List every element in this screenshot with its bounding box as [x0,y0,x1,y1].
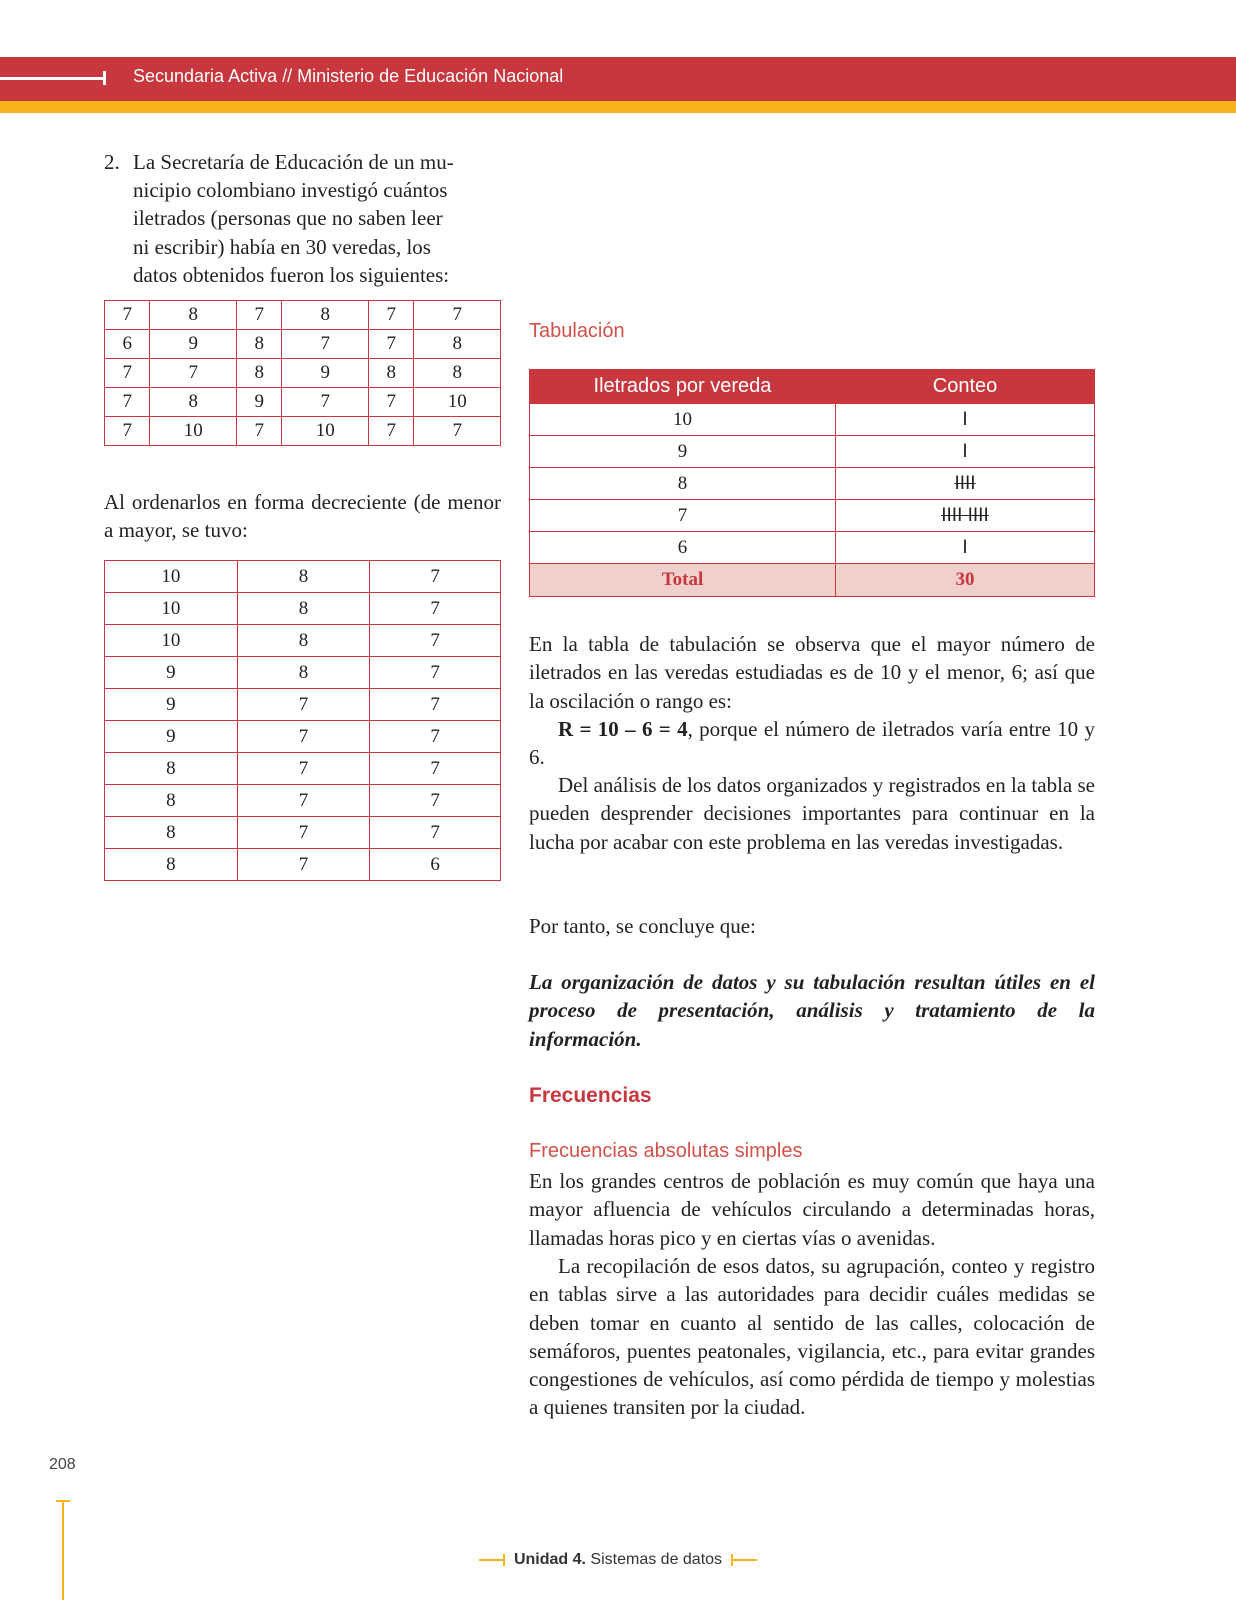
ordered-table-cell: 8 [105,849,238,881]
ordered-table-cell: 8 [105,817,238,849]
raw-table-cell: 7 [368,388,413,417]
header-rule [0,77,104,80]
ordered-table-cell: 7 [370,753,501,785]
raw-data-table [104,300,501,446]
analysis-formula-paragraph [529,715,1095,772]
ordered-table-row [105,657,501,689]
raw-table-cell: 10 [414,388,501,417]
footer-tick-left [503,1554,505,1566]
ordered-table-cell: 7 [370,593,501,625]
col-header-iletrados: Iletrados por vereda [530,370,836,404]
tabulation-title: Tabulación [529,320,625,342]
raw-table-row [105,359,501,388]
ordered-table-cell: 10 [105,561,238,593]
raw-table-row [105,417,501,446]
raw-table-cell: 7 [236,417,281,446]
ordered-table-row [105,689,501,721]
ordered-table-cell: 7 [237,721,370,753]
ordered-table-cell: 6 [370,849,501,881]
ordered-table-cell: 7 [370,689,501,721]
ordered-table-row [105,625,501,657]
conclusion-intro: Por tanto, se concluye que: [529,914,756,938]
frecuencias-heading: Frecuencias [529,1084,652,1107]
problem-line: La Secretaría de Educación de un mu- [133,150,454,174]
tally-marks: I [836,404,1095,436]
ordered-table-cell: 8 [237,657,370,689]
ordered-table-row [105,817,501,849]
total-label: Total [530,564,836,597]
raw-table-cell: 7 [150,359,237,388]
problem-line: iletrados (personas que no saben leer [133,206,443,231]
raw-table-cell: 7 [368,417,413,446]
raw-table-cell: 7 [282,330,369,359]
tabulation-row [530,500,1095,532]
ordered-table-cell: 9 [105,689,238,721]
iletrados-value: 8 [530,468,836,500]
tabulation-row [530,468,1095,500]
ordered-table-cell: 7 [370,625,501,657]
raw-table-cell: 9 [282,359,369,388]
header-accent-stripe [0,101,1236,113]
total-value: 30 [836,564,1095,597]
footer-rule-left [479,1559,503,1561]
tabulation-table [529,369,1095,597]
raw-table-cell: 7 [105,388,150,417]
iletrados-value: 9 [530,436,836,468]
raw-table-cell: 7 [414,417,501,446]
raw-table-cell: 7 [105,301,150,330]
ordered-table-cell: 7 [370,785,501,817]
problem-line: nicipio colombiano investigó cuántos [133,178,448,203]
ordered-table-cell: 8 [237,561,370,593]
raw-table-row [105,301,501,330]
raw-table-row [105,388,501,417]
raw-table-cell: 7 [368,301,413,330]
ordered-table-cell: 7 [370,561,501,593]
ordered-table-cell: 7 [370,817,501,849]
tally-marks: IIII IIII [836,500,1095,532]
ordered-table-cell: 7 [237,785,370,817]
formula-explanation: , porque el número de iletrados varía entre 10 y 6. [529,717,1096,770]
footer-unit: Unidad 4. [513,1551,586,1568]
ordered-table-cell: 9 [105,657,238,689]
raw-table-cell: 7 [368,330,413,359]
raw-table-cell: 8 [150,388,237,417]
total-row [530,564,1095,597]
problem-text [133,148,504,289]
ordered-table-cell: 10 [105,625,238,657]
raw-table-cell: 7 [105,417,150,446]
ordered-table-cell: 8 [237,625,370,657]
problem-line: datos obtenidos fueron los siguientes: [133,262,450,287]
ordered-table-cell: 8 [237,593,370,625]
tally-marks: IIII [836,468,1095,500]
raw-table-cell: 7 [105,359,150,388]
iletrados-value: 7 [530,500,836,532]
raw-table-cell: 8 [414,330,501,359]
analysis-paragraph-1: En la tabla de tabulación se observa que el mayor número de iletrados en las veredas estudiadas es de 10 y el menor, 6; así que la oscilación o rango es: [529,632,1095,713]
tabulation-row [530,436,1095,468]
ordered-table-row [105,593,501,625]
ordered-table-row [105,721,501,753]
range-formula: R = 10 – 6 = 4 [558,717,688,741]
analysis-paragraph-3: Del análisis de los datos organizados y registrados en la tabla se pueden desprender decisiones importantes para continuar en la lucha por acabar con este problema en las veredas investigadas. [529,773,1095,854]
col-header-conteo: Conteo [836,370,1095,404]
raw-table-cell: 8 [236,330,281,359]
tabulation-row [530,532,1095,564]
header-rule-tick [103,71,106,85]
ordered-table-row [105,785,501,817]
tabulation-row [530,404,1095,436]
ordered-table-cell: 7 [237,689,370,721]
ordered-table-cell: 8 [105,785,238,817]
raw-table-cell: 8 [236,359,281,388]
ordered-data-table [104,560,501,881]
raw-table-row [105,330,501,359]
ordered-table-cell: 10 [105,593,238,625]
ordered-table-row [105,753,501,785]
raw-table-cell: 8 [150,301,237,330]
conclusion-statement: La organización de datos y su tabulación resultan útiles en el proceso de presentación, análisis y tratamiento de la información. [529,970,1095,1051]
raw-table-cell: 9 [236,388,281,417]
ordered-table-cell: 7 [237,849,370,881]
footer-title: Sistemas de datos [590,1551,723,1568]
problem-statement [104,148,504,289]
iletrados-value: 10 [530,404,836,436]
raw-table-cell: 10 [282,417,369,446]
page-number: 208 [49,1456,76,1473]
ordered-table-row [105,849,501,881]
frecuencias-subheading: Frecuencias absolutas simples [529,1140,803,1162]
raw-table-cell: 6 [105,330,150,359]
ordered-table-cell: 9 [105,721,238,753]
ordered-intro: Al ordenarlos en forma decreciente (de menor a mayor, se tuvo: [104,490,501,543]
ordered-table-cell: 8 [105,753,238,785]
raw-table-cell: 7 [414,301,501,330]
ordered-table-row [105,561,501,593]
ordered-table-cell: 7 [237,753,370,785]
problem-number: 2. [104,150,120,174]
frecuencias-paragraph-1: En los grandes centros de población es muy común que haya una mayor afluencia de vehículos circulando a determinadas horas, llamadas horas pico y en ciertas vías o avenidas. [529,1169,1095,1250]
raw-table-cell: 7 [236,301,281,330]
raw-table-cell: 8 [282,301,369,330]
ordered-table-cell: 7 [237,817,370,849]
footer [0,1551,1236,1569]
ordered-table-cell: 7 [370,657,501,689]
raw-table-cell: 9 [150,330,237,359]
iletrados-value: 6 [530,532,836,564]
footer-rule-right [733,1559,757,1561]
raw-table-cell: 7 [282,388,369,417]
raw-table-cell: 8 [368,359,413,388]
tally-marks: I [836,532,1095,564]
raw-table-cell: 10 [150,417,237,446]
raw-table-cell: 8 [414,359,501,388]
problem-line: ni escribir) había en 30 veredas, los [133,234,431,259]
frecuencias-paragraph-2: La recopilación de esos datos, su agrupación, conteo y registro en tablas sirve a las autoridades para decidir cuáles medidas se deben tomar en cuanto al sentido de las calles, colocación de semáforos, puentes peatonales, vigilancia, etc., para evitar grandes congestiones de vehículos, así como pérdida de tiempo y molestias a quienes transiten por la ciudad. [529,1254,1095,1420]
tally-marks: I [836,436,1095,468]
ordered-table-cell: 7 [370,721,501,753]
header-title: Secundaria Activa // Ministerio de Educación Nacional [133,66,564,86]
